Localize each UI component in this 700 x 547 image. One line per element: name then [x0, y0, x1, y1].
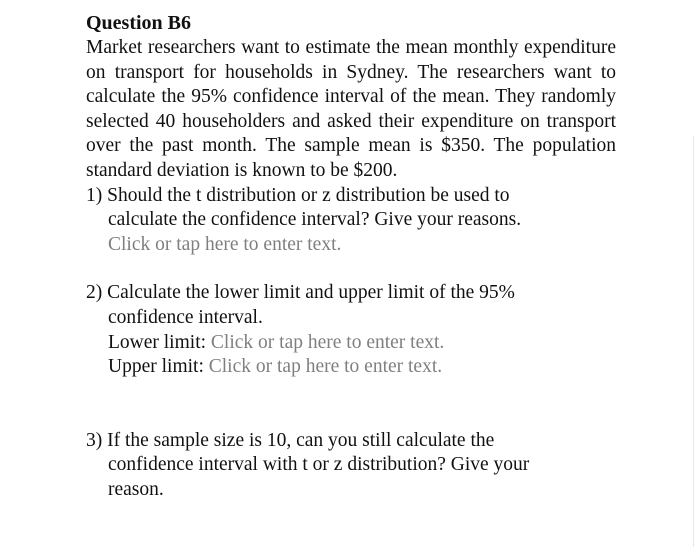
lower-limit-field[interactable]: Click or tap here to enter text.	[210, 331, 445, 353]
upper-limit-label: Upper limit:	[108, 356, 204, 378]
page-edge-divider	[693, 136, 694, 547]
question-1-answer-field[interactable]	[86, 233, 616, 258]
question-1-answer-placeholder[interactable]: Click or tap here to enter text.	[108, 233, 342, 255]
question-2-line-1: 2) Calculate the lower limit and upper limit of the 95%	[86, 282, 515, 304]
lower-limit-row	[86, 331, 616, 356]
question-2-line-2: confidence interval.	[108, 306, 263, 328]
upper-limit-row	[86, 355, 616, 380]
question-3-line-3: reason.	[108, 478, 164, 500]
document-body	[86, 10, 616, 503]
question-1-line-1: 1) Should the t distribution or z distribution be used to	[86, 184, 510, 206]
question-1-line-2: calculate the confidence interval? Give your reasons.	[108, 209, 522, 231]
question-3	[86, 429, 616, 503]
question-2	[86, 281, 616, 379]
question-1	[86, 184, 616, 258]
spacer	[86, 257, 616, 281]
question-intro: Market researchers want to estimate the mean monthly expenditure on transport for households in Sydney. The researchers want to calculate the 95% confidence interval of the mean. They randomly selected 40 householders and asked their expenditure on transport over the past month. The sample mean is $350. The population standard deviation is known to be $200.	[86, 37, 616, 181]
question-3-line-2: confidence interval with t or z distribution? Give your	[108, 454, 530, 476]
spacer	[86, 380, 616, 429]
question-title: Question B6	[86, 12, 192, 34]
question-3-line-1: 3) If the sample size is 10, can you still calculate the	[86, 429, 495, 451]
lower-limit-label: Lower limit:	[108, 331, 207, 353]
upper-limit-field[interactable]: Click or tap here to enter text.	[208, 356, 443, 378]
